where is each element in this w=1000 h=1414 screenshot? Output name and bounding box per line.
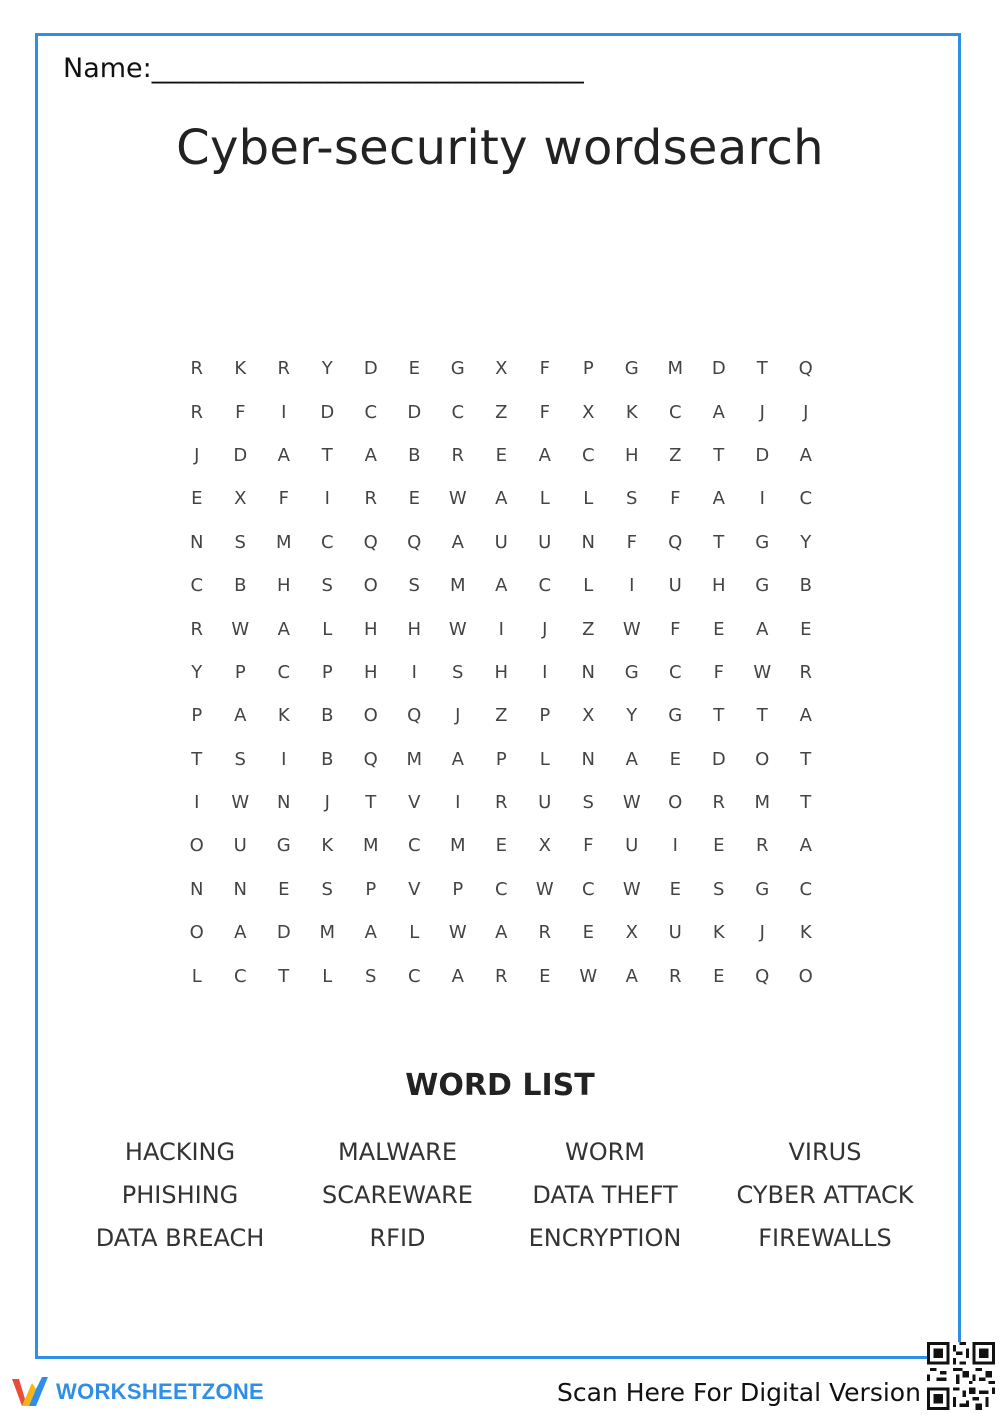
grid-letter: F bbox=[278, 488, 289, 510]
word-list-item: RFID bbox=[369, 1223, 426, 1252]
grid-letter: A bbox=[364, 922, 377, 944]
brand-name: WORKSHEETZONE bbox=[56, 1379, 265, 1404]
grid-letter: O bbox=[189, 835, 204, 857]
grid-letter: C bbox=[668, 661, 682, 683]
word-list-item: VIRUS bbox=[788, 1137, 862, 1166]
grid-letter: C bbox=[799, 488, 813, 510]
grid-letter: D bbox=[363, 358, 378, 380]
grid-letter: Q bbox=[798, 358, 813, 380]
grid-letter: F bbox=[539, 358, 550, 380]
grid-letter: U bbox=[625, 835, 639, 857]
grid-letter: I bbox=[542, 661, 548, 683]
grid-letter: N bbox=[581, 748, 595, 770]
grid-letter: T bbox=[321, 444, 333, 466]
grid-letter: Q bbox=[755, 965, 770, 987]
grid-letter: C bbox=[581, 444, 595, 466]
grid-letter: C bbox=[364, 401, 378, 423]
grid-letter: A bbox=[277, 444, 290, 466]
grid-letter: K bbox=[712, 922, 725, 944]
grid-letter: P bbox=[191, 705, 203, 727]
grid-letter: I bbox=[324, 488, 330, 510]
grid-letter: S bbox=[452, 661, 464, 683]
grid-letter: A bbox=[712, 401, 725, 423]
grid-letter: V bbox=[408, 792, 421, 814]
grid-letter: D bbox=[320, 401, 335, 423]
grid-letter: W bbox=[448, 922, 467, 944]
brand-logo[interactable] bbox=[10, 1374, 264, 1410]
grid-letter: R bbox=[277, 358, 290, 380]
grid-letter: E bbox=[495, 835, 507, 857]
grid-letter: I bbox=[629, 575, 635, 597]
grid-letter: N bbox=[277, 792, 291, 814]
grid-letter: L bbox=[539, 488, 550, 510]
grid-letter: B bbox=[799, 575, 812, 597]
grid-letter: A bbox=[625, 965, 638, 987]
grid-letter: A bbox=[495, 488, 508, 510]
grid-letter: H bbox=[624, 444, 639, 466]
grid-letter: G bbox=[624, 661, 639, 683]
grid-letter: Q bbox=[363, 748, 378, 770]
grid-letter: B bbox=[408, 444, 421, 466]
word-list bbox=[70, 1130, 940, 1259]
grid-letter: U bbox=[668, 575, 682, 597]
grid-letter: F bbox=[626, 531, 637, 553]
grid-letter: I bbox=[455, 792, 461, 814]
grid-letter: T bbox=[756, 705, 768, 727]
grid-letter: H bbox=[711, 575, 726, 597]
grid-letter: A bbox=[234, 922, 247, 944]
grid-letter: F bbox=[235, 401, 246, 423]
grid-letter: O bbox=[668, 792, 683, 814]
grid-letter: K bbox=[799, 922, 812, 944]
grid-letter: G bbox=[755, 531, 770, 553]
grid-letter: C bbox=[277, 661, 291, 683]
grid-letter: E bbox=[539, 965, 551, 987]
grid-letter: L bbox=[322, 965, 333, 987]
grid-letter: I bbox=[672, 835, 678, 857]
grid-letter: T bbox=[800, 748, 812, 770]
grid-letter: E bbox=[669, 878, 681, 900]
grid-letter: H bbox=[363, 618, 378, 640]
grid-letter: P bbox=[582, 358, 594, 380]
grid-letter: R bbox=[755, 835, 769, 857]
grid-letter: W bbox=[622, 792, 641, 814]
grid-letter: L bbox=[583, 488, 594, 510]
grid-letter: A bbox=[495, 922, 508, 944]
grid-letter: O bbox=[363, 705, 378, 727]
grid-letter: R bbox=[364, 488, 377, 510]
grid-letter: E bbox=[800, 618, 812, 640]
grid-letter: F bbox=[670, 618, 681, 640]
grid-letter: W bbox=[448, 618, 467, 640]
grid-letter: C bbox=[494, 878, 508, 900]
grid-letter: X bbox=[495, 358, 508, 380]
grid-letter: M bbox=[319, 922, 336, 944]
grid-letter: W bbox=[231, 618, 250, 640]
qr-code-icon[interactable] bbox=[927, 1342, 995, 1410]
grid-letter: Q bbox=[407, 531, 422, 553]
grid-letter: G bbox=[668, 705, 683, 727]
grid-letter: O bbox=[363, 575, 378, 597]
grid-letter: G bbox=[450, 358, 465, 380]
grid-letter: W bbox=[535, 878, 554, 900]
grid-letter: J bbox=[803, 401, 809, 423]
grid-letter: S bbox=[234, 531, 246, 553]
grid-letter: Z bbox=[582, 618, 595, 640]
grid-letter: S bbox=[582, 792, 594, 814]
grid-letter: X bbox=[538, 835, 551, 857]
word-list-item: CYBER ATTACK bbox=[736, 1180, 914, 1209]
grid-letter: V bbox=[408, 878, 421, 900]
grid-letter: L bbox=[191, 965, 202, 987]
grid-letter: T bbox=[800, 792, 812, 814]
grid-letter: R bbox=[712, 792, 725, 814]
grid-letter: P bbox=[539, 705, 551, 727]
grid-letter: B bbox=[321, 705, 334, 727]
grid-letter: S bbox=[626, 488, 638, 510]
grid-letter: Q bbox=[668, 531, 683, 553]
grid-letter: E bbox=[582, 922, 594, 944]
grid-letter: E bbox=[495, 444, 507, 466]
grid-letter: A bbox=[451, 748, 464, 770]
grid-letter: A bbox=[277, 618, 290, 640]
word-list-item: DATA THEFT bbox=[532, 1180, 678, 1209]
grid-letter: R bbox=[190, 358, 203, 380]
grid-letter: H bbox=[363, 661, 378, 683]
grid-letter: X bbox=[625, 922, 638, 944]
grid-letter: A bbox=[451, 531, 464, 553]
word-list-item: PHISHING bbox=[121, 1180, 239, 1209]
grid-letter: B bbox=[234, 575, 247, 597]
grid-letter: E bbox=[191, 488, 203, 510]
grid-letter: M bbox=[362, 835, 379, 857]
grid-letter: Y bbox=[626, 705, 638, 727]
name-field-label: Name:________________________________ bbox=[63, 53, 584, 84]
grid-letter: M bbox=[406, 748, 423, 770]
grid-letter: L bbox=[409, 922, 420, 944]
grid-letter: Z bbox=[669, 444, 682, 466]
grid-letter: X bbox=[582, 401, 595, 423]
word-list-title: WORD LIST bbox=[405, 1068, 595, 1103]
grid-letter: J bbox=[759, 401, 765, 423]
grid-letter: I bbox=[194, 792, 200, 814]
grid-letter: M bbox=[275, 531, 292, 553]
grid-letter: A bbox=[234, 705, 247, 727]
grid-letter: Y bbox=[321, 358, 333, 380]
w-logo-icon bbox=[10, 1375, 50, 1409]
grid-letter: Q bbox=[363, 531, 378, 553]
grid-letter: H bbox=[407, 618, 422, 640]
grid-letter: I bbox=[281, 748, 287, 770]
grid-letter: C bbox=[407, 965, 421, 987]
grid-letter: T bbox=[713, 444, 725, 466]
grid-letter: G bbox=[755, 575, 770, 597]
grid-letter: Y bbox=[800, 531, 812, 553]
grid-letter: W bbox=[622, 618, 641, 640]
word-list-item: MALWARE bbox=[338, 1137, 457, 1166]
grid-letter: T bbox=[756, 358, 768, 380]
grid-letter: J bbox=[455, 705, 461, 727]
grid-letter: Z bbox=[495, 705, 508, 727]
grid-letter: A bbox=[799, 835, 812, 857]
grid-letter: H bbox=[494, 661, 509, 683]
grid-letter: J bbox=[759, 922, 765, 944]
grid-letter: I bbox=[411, 661, 417, 683]
grid-letter: G bbox=[755, 878, 770, 900]
grid-letter: I bbox=[498, 618, 504, 640]
grid-letter: S bbox=[713, 878, 725, 900]
grid-letter: U bbox=[494, 531, 508, 553]
grid-letter: Y bbox=[191, 661, 203, 683]
word-list-item: WORM bbox=[564, 1137, 645, 1166]
grid-letter: D bbox=[755, 444, 770, 466]
grid-letter: J bbox=[324, 792, 330, 814]
grid-letter: Q bbox=[407, 705, 422, 727]
grid-letter: F bbox=[670, 488, 681, 510]
grid-letter: O bbox=[798, 965, 813, 987]
grid-letter: D bbox=[711, 358, 726, 380]
grid-letter: N bbox=[190, 878, 204, 900]
grid-letter: D bbox=[233, 444, 248, 466]
grid-letter: W bbox=[231, 792, 250, 814]
grid-letter: U bbox=[668, 922, 682, 944]
grid-letter: W bbox=[753, 661, 772, 683]
grid-letter: M bbox=[754, 792, 771, 814]
grid-letter: Z bbox=[495, 401, 508, 423]
word-list-item: DATA BREACH bbox=[95, 1223, 265, 1252]
grid-letter: T bbox=[713, 705, 725, 727]
grid-letter: K bbox=[625, 401, 638, 423]
grid-letter: R bbox=[799, 661, 812, 683]
grid-letter: J bbox=[542, 618, 548, 640]
grid-letter: X bbox=[234, 488, 247, 510]
grid-letter: A bbox=[799, 705, 812, 727]
grid-letter: F bbox=[539, 401, 550, 423]
grid-letter: S bbox=[321, 575, 333, 597]
grid-letter: M bbox=[667, 358, 684, 380]
grid-letter: C bbox=[233, 965, 247, 987]
grid-letter: R bbox=[668, 965, 682, 987]
grid-letter: B bbox=[321, 748, 334, 770]
grid-letter: K bbox=[321, 835, 334, 857]
grid-letter: P bbox=[452, 878, 464, 900]
grid-letter: T bbox=[278, 965, 290, 987]
grid-letter: D bbox=[711, 748, 726, 770]
grid-letter: M bbox=[449, 835, 466, 857]
grid-letter: F bbox=[713, 661, 724, 683]
grid-letter: C bbox=[668, 401, 682, 423]
grid-letter: A bbox=[364, 444, 377, 466]
grid-letter: P bbox=[234, 661, 246, 683]
grid-letter: N bbox=[190, 531, 204, 553]
grid-letter: C bbox=[190, 575, 204, 597]
grid-letter: U bbox=[233, 835, 247, 857]
grid-letter: A bbox=[451, 965, 464, 987]
grid-letter: R bbox=[538, 922, 551, 944]
grid-letter: W bbox=[448, 488, 467, 510]
grid-letter: C bbox=[538, 575, 552, 597]
page-title: Cyber-security wordsearch bbox=[176, 120, 824, 176]
grid-letter: I bbox=[281, 401, 287, 423]
grid-letter: L bbox=[539, 748, 550, 770]
grid-letter: G bbox=[624, 358, 639, 380]
grid-letter: L bbox=[583, 575, 594, 597]
grid-letter: A bbox=[799, 444, 812, 466]
grid-letter: W bbox=[579, 965, 598, 987]
grid-letter: E bbox=[278, 878, 290, 900]
grid-letter: S bbox=[321, 878, 333, 900]
grid-letter: A bbox=[495, 575, 508, 597]
grid-letter: L bbox=[322, 618, 333, 640]
grid-letter: I bbox=[759, 488, 765, 510]
grid-letter: C bbox=[320, 531, 334, 553]
grid-letter: E bbox=[713, 618, 725, 640]
grid-letter: R bbox=[451, 444, 464, 466]
grid-letter: E bbox=[713, 835, 725, 857]
grid-letter: G bbox=[276, 835, 291, 857]
grid-letter: K bbox=[234, 358, 247, 380]
grid-letter: D bbox=[276, 922, 291, 944]
grid-letter: U bbox=[538, 792, 552, 814]
grid-letter: R bbox=[190, 618, 203, 640]
grid-letter: S bbox=[365, 965, 377, 987]
grid-letter: N bbox=[581, 661, 595, 683]
grid-letter: U bbox=[538, 531, 552, 553]
grid-letter: C bbox=[799, 878, 813, 900]
grid-letter: S bbox=[234, 748, 246, 770]
grid-letter: A bbox=[756, 618, 769, 640]
grid-letter: H bbox=[276, 575, 291, 597]
grid-letter: R bbox=[494, 792, 508, 814]
grid-letter: O bbox=[755, 748, 770, 770]
grid-letter: D bbox=[407, 401, 422, 423]
grid-letter: F bbox=[583, 835, 594, 857]
grid-letter: C bbox=[407, 835, 421, 857]
grid-letter: T bbox=[191, 748, 203, 770]
grid-letter: E bbox=[408, 358, 420, 380]
grid-letter: M bbox=[449, 575, 466, 597]
grid-letter: K bbox=[277, 705, 290, 727]
scan-instruction: Scan Here For Digital Version bbox=[557, 1378, 921, 1407]
grid-letter: R bbox=[494, 965, 508, 987]
grid-letter: R bbox=[190, 401, 203, 423]
grid-letter: X bbox=[582, 705, 595, 727]
grid-letter: P bbox=[321, 661, 333, 683]
grid-letter: S bbox=[408, 575, 420, 597]
word-list-item: SCAREWARE bbox=[322, 1180, 473, 1209]
grid-letter: E bbox=[408, 488, 420, 510]
letter-grid bbox=[175, 347, 828, 998]
grid-letter: A bbox=[625, 748, 638, 770]
word-list-item: HACKING bbox=[124, 1137, 236, 1166]
grid-letter: W bbox=[622, 878, 641, 900]
grid-letter: E bbox=[713, 965, 725, 987]
grid-letter: A bbox=[538, 444, 551, 466]
grid-letter: T bbox=[713, 531, 725, 553]
grid-letter: N bbox=[581, 531, 595, 553]
word-list-item: ENCRYPTION bbox=[528, 1223, 682, 1252]
grid-letter: C bbox=[581, 878, 595, 900]
grid-letter: N bbox=[233, 878, 247, 900]
grid-letter: T bbox=[365, 792, 377, 814]
grid-letter: A bbox=[712, 488, 725, 510]
grid-letter: O bbox=[189, 922, 204, 944]
word-list-item: FIREWALLS bbox=[758, 1223, 892, 1252]
grid-letter: E bbox=[669, 748, 681, 770]
grid-letter: C bbox=[451, 401, 465, 423]
grid-letter: J bbox=[194, 444, 200, 466]
grid-letter: P bbox=[495, 748, 507, 770]
grid-letter: P bbox=[365, 878, 377, 900]
